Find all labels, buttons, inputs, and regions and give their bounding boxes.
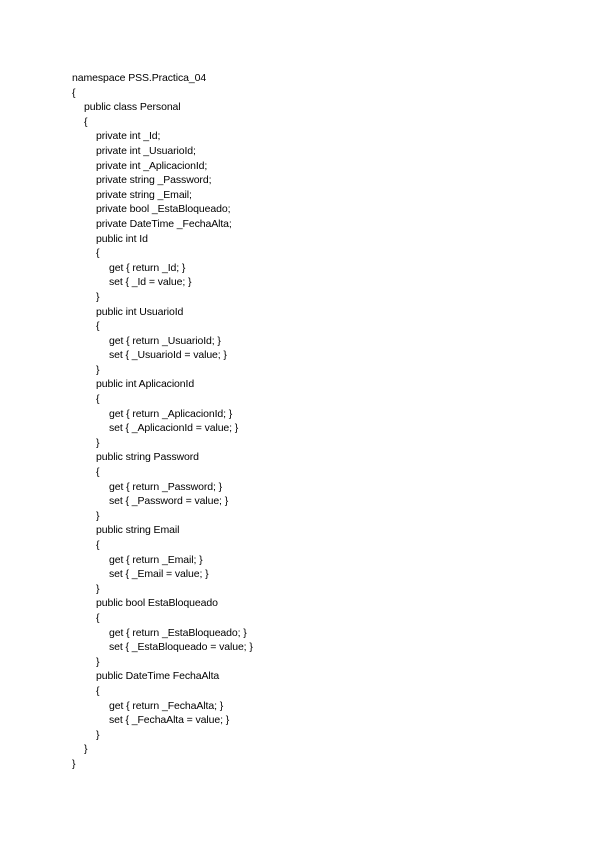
code-line: private int _Id;: [96, 130, 161, 143]
code-line: }: [96, 655, 100, 668]
code-line: get { return _Email; }: [109, 553, 203, 566]
code-line: {: [96, 247, 100, 260]
code-line: {: [84, 115, 88, 128]
code-line: {: [96, 320, 100, 333]
code-line: public bool EstaBloqueado: [96, 597, 218, 610]
code-line: set { _Password = value; }: [109, 495, 229, 508]
code-line: {: [72, 86, 76, 99]
code-line: get { return _EstaBloqueado; }: [109, 626, 247, 639]
code-line: get { return _FechaAlta; }: [109, 699, 224, 712]
code-line: }: [96, 728, 100, 741]
code-line: public string Password: [96, 451, 199, 464]
code-line: public int Id: [96, 232, 148, 245]
code-line: namespace PSS.Practica_04: [72, 72, 207, 84]
code-line: {: [96, 539, 100, 551]
code-line: }: [84, 743, 88, 756]
code-line: {: [96, 684, 100, 697]
code-line: {: [96, 466, 100, 479]
code-line: get { return _AplicacionId; }: [109, 407, 233, 420]
code-line: private string _Password;: [96, 174, 212, 187]
code-line: }: [96, 363, 100, 376]
code-line: set { _Email = value; }: [109, 568, 209, 581]
code-line: private string _Email;: [96, 188, 192, 201]
code-line: get { return _Password; }: [109, 480, 223, 493]
code-line: }: [96, 582, 100, 595]
code-line: {: [96, 611, 100, 624]
code-line: private int _UsuarioId;: [96, 144, 196, 157]
code-line: set { _FechaAlta = value; }: [109, 714, 230, 727]
code-line: public int AplicacionId: [96, 378, 195, 391]
code-listing: [72, 71, 253, 772]
code-line: public string Email: [96, 524, 180, 537]
code-line: }: [96, 290, 100, 303]
code-line: }: [96, 436, 100, 449]
code-line: public int UsuarioId: [96, 305, 184, 318]
code-line: set { _Id = value; }: [109, 276, 192, 289]
code-line: private int _AplicacionId;: [96, 159, 208, 172]
code-line: }: [72, 757, 76, 770]
code-line: private bool _EstaBloqueado;: [96, 203, 231, 216]
code-line: {: [96, 393, 100, 406]
code-line: get { return _Id; }: [109, 261, 186, 274]
code-line: set { _AplicacionId = value; }: [109, 422, 239, 435]
code-line: get { return _UsuarioId; }: [109, 334, 221, 347]
code-line: set { _UsuarioId = value; }: [109, 349, 227, 362]
code-line: }: [96, 509, 100, 522]
code-line: private DateTime _FechaAlta;: [96, 217, 232, 230]
code-line: set { _EstaBloqueado = value; }: [109, 641, 253, 654]
code-line: public class Personal: [84, 101, 181, 114]
code-line: public DateTime FechaAlta: [96, 670, 220, 683]
